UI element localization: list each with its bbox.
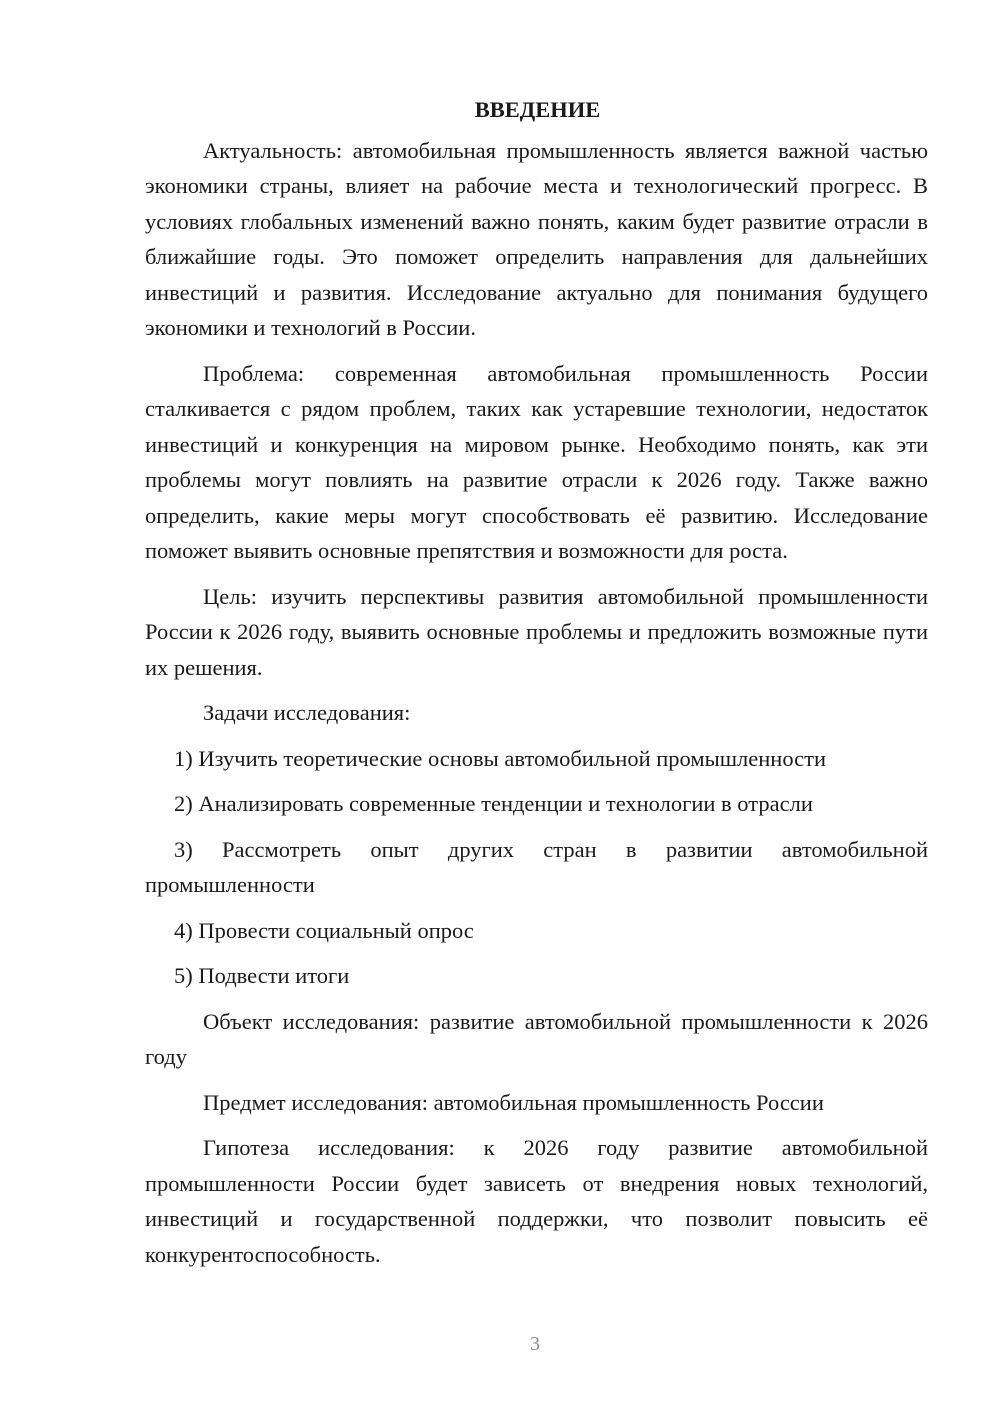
goal-paragraph: Цель: изучить перспективы развития автомобильной промышленности России к 2026 году, выявить основные проблемы и предложить возможные пути их решения.: [145, 583, 928, 680]
tasks-list: [145, 741, 928, 994]
task-item: 5) Подвести итоги: [174, 963, 350, 988]
section-heading: ВВЕДЕНИЕ: [474, 97, 601, 122]
page-number: 3: [530, 1333, 540, 1355]
page-content: [145, 92, 928, 1272]
task-item: 2) Анализировать современные тенденции и технологии в отрасли: [174, 791, 813, 816]
task-item: 3) Рассмотреть опыт других стран в развитии автомобильной промышленности: [145, 836, 928, 897]
hypothesis-paragraph: Гипотеза исследования: к 2026 году развитие автомобильной промышленности России будет зависеть от внедрения новых технологий, инвестиций и государственной поддержки, что позволит повысить её конкурентоспособность.: [145, 1135, 928, 1267]
tasks-title: Задачи исследования:: [203, 700, 411, 725]
subject-paragraph: Предмет исследования: автомобильная промышленность России: [203, 1089, 824, 1115]
relevance-paragraph: Актуальность: автомобильная промышленность является важной частью экономики страны, влияет на рабочие места и технологический прогресс. В условиях глобальных изменений важно понять, каким будет развитие отрасли в ближайшие годы. Это поможет определить направления для дальнейших инвестиций и развития. Исследование актуально для понимания будущего экономики и технологий в России.: [145, 137, 928, 340]
problem-paragraph: Проблема: современная автомобильная промышленность России сталкивается с рядом проблем, таких как устаревшие технологии, недостаток инвестиций и конкуренция на мировом рынке. Необходимо понять, как эти проблемы могут повлиять на развитие отрасли к 2026 году. Также важно определить, какие меры могут способствовать её развитию. Исследование поможет выявить основные препятствия и возможности для роста.: [145, 360, 928, 563]
task-item: 1) Изучить теоретические основы автомобильной промышленности: [174, 745, 827, 771]
object-paragraph: Объект исследования: развитие автомобильной промышленности к 2026 году: [145, 1008, 928, 1069]
task-item: 4) Провести социальный опрос: [174, 917, 474, 943]
